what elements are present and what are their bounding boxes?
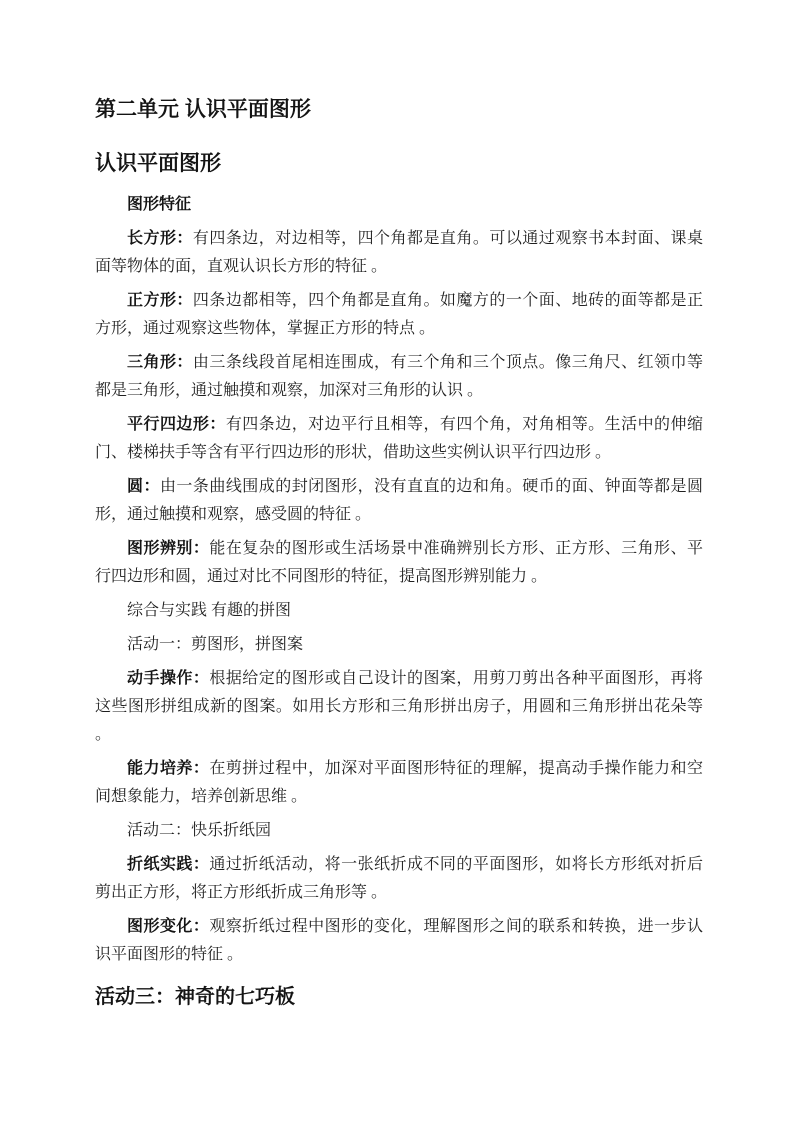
paragraph-text: 活动二：快乐折纸园 [127, 822, 272, 839]
paragraph-label: 正方形： [127, 292, 193, 309]
paragraph-label: 三角形： [127, 354, 193, 371]
hands-on-paragraph [95, 665, 703, 749]
square-paragraph [95, 287, 703, 343]
paragraph-text: 由一条曲线围成的封闭图形，没有直直的边和角。硬币的面、钟面等都是圆形，通过触摸和观察，感受圆的特征 。 [95, 478, 703, 523]
paragraph-label: 平行四边形： [127, 416, 226, 433]
paragraph-text: 四条边都相等，四个角都是直角。如魔方的一个面、地砖的面等都是正方形，通过观察这些物体，掌握正方形的特点 。 [95, 292, 703, 337]
triangle-paragraph [95, 349, 703, 405]
paragraph-label: 圆： [127, 478, 160, 495]
paragraph-label: 图形特征 [127, 196, 192, 213]
activity-one-line [95, 631, 703, 659]
paragraph-text: 有四条边，对边平行且相等，有四个角，对角相等。生活中的伸缩门、楼梯扶手等含有平行四边形的形状，借助这些实例认识平行四边形 。 [95, 416, 703, 461]
paragraph-text: 由三条线段首尾相连围成，有三个角和三个顶点。像三角尺、红领巾等都是三角形，通过触摸和观察，加深对三角形的认识 。 [95, 354, 703, 399]
paragraph-text: 观察折纸过程中图形的变化，理解图形之间的联系和转换，进一步认识平面图形的特征 。 [95, 918, 703, 963]
parallelogram-paragraph [95, 411, 703, 467]
unit-title: 第二单元 认识平面图形 [95, 98, 311, 121]
paragraph-label: 折纸实践： [127, 856, 210, 873]
paragraph-text: 有四条边，对边相等，四个角都是直角。可以通过观察书本封面、课桌面等物体的面，直观认识长方形的特征 。 [95, 230, 703, 275]
paragraph-label: 图形变化： [127, 918, 210, 935]
paragraph-label: 长方形： [127, 230, 193, 247]
section-title: 认识平面图形 [95, 152, 221, 175]
paragraph-label: 图形辨别： [127, 540, 210, 557]
paragraph-text: 能在复杂的图形或生活场景中准确辨别长方形、正方形、三角形、平行四边形和圆，通过对比不同图形的特征，提高图形辨别能力 。 [95, 540, 703, 585]
practice-intro-line [95, 597, 703, 625]
shape-discrimination-paragraph [95, 535, 703, 591]
paragraph-label: 能力培养： [127, 760, 210, 777]
figure-features-label [95, 191, 703, 219]
paragraph-label: 动手操作： [127, 670, 210, 687]
shape-change-paragraph [95, 913, 703, 969]
activity-two-line [95, 817, 703, 845]
paragraph-text: 在剪拼过程中，加深对平面图形特征的理解，提高动手操作能力和空间想象能力，培养创新思维 。 [95, 760, 703, 805]
activity-three-heading: 活动三：神奇的七巧板 [95, 986, 295, 1008]
ability-training-paragraph [95, 755, 703, 811]
circle-paragraph [95, 473, 703, 529]
paragraph-text: 通过折纸活动，将一张纸折成不同的平面图形，如将长方形纸对折后剪出正方形，将正方形纸折成三角形等 。 [95, 856, 703, 901]
paragraph-text: 活动一：剪图形，拼图案 [127, 636, 304, 653]
paragraph-text: 根据给定的图形或自己设计的图案，用剪刀剪出各种平面图形，再将这些图形拼组成新的图案。如用长方形和三角形拼出房子，用圆和三角形拼出花朵等 。 [95, 670, 703, 743]
paper-folding-paragraph [95, 851, 703, 907]
rectangle-paragraph [95, 225, 703, 281]
paragraph-text: 综合与实践 有趣的拼图 [127, 602, 292, 619]
